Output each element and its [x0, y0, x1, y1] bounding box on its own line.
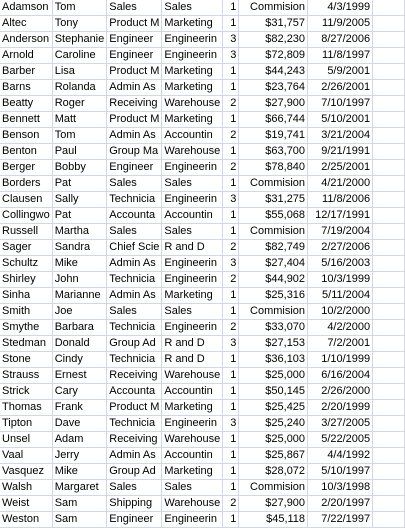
first-name-cell[interactable]: Sam: [52, 512, 107, 528]
empty-cell[interactable]: [373, 336, 405, 352]
hire-date-cell[interactable]: 7/2/2001: [308, 336, 373, 352]
table-row: [0, 96, 405, 112]
department-cell[interactable]: Marketing: [162, 288, 223, 304]
empty-cell[interactable]: [373, 496, 405, 512]
salary-cell[interactable]: $36,103: [239, 352, 308, 368]
department-cell[interactable]: Engineerin: [162, 512, 223, 528]
department-cell[interactable]: Warehouse: [162, 368, 223, 384]
grade-cell[interactable]: 1: [223, 464, 239, 480]
title-cell[interactable]: Chief Scie: [107, 240, 162, 256]
salary-cell[interactable]: $25,240: [239, 416, 308, 432]
last-name-cell[interactable]: Thomas: [0, 400, 52, 416]
first-name-cell[interactable]: Sam: [52, 496, 107, 512]
grade-cell[interactable]: 1: [223, 0, 239, 16]
department-cell[interactable]: Warehouse: [162, 496, 223, 512]
department-cell[interactable]: Sales: [162, 176, 223, 192]
hire-date-cell[interactable]: 3/21/2004: [308, 128, 373, 144]
hire-date-cell[interactable]: 10/3/1998: [308, 480, 373, 496]
table-row: [0, 336, 405, 352]
empty-cell[interactable]: [373, 0, 405, 16]
first-name-cell[interactable]: Margaret: [52, 480, 107, 496]
first-name-cell[interactable]: Pat: [52, 176, 107, 192]
title-cell[interactable]: Product M: [107, 64, 162, 80]
hire-date-cell[interactable]: 2/25/2001: [308, 160, 373, 176]
table-row: [0, 288, 405, 304]
empty-cell[interactable]: [373, 272, 405, 288]
last-name-cell[interactable]: Smith: [0, 304, 52, 320]
grade-cell[interactable]: 1: [223, 144, 239, 160]
table-row: [0, 224, 405, 240]
title-cell[interactable]: Sales: [107, 224, 162, 240]
first-name-cell[interactable]: Rolanda: [52, 80, 107, 96]
grade-cell[interactable]: 1: [223, 304, 239, 320]
title-cell[interactable]: Admin As: [107, 256, 162, 272]
hire-date-cell[interactable]: 2/26/2001: [308, 80, 373, 96]
table-row: [0, 448, 405, 464]
salary-cell[interactable]: $31,757: [239, 16, 308, 32]
first-name-cell[interactable]: Sandra: [52, 240, 107, 256]
hire-date-cell[interactable]: 7/19/2004: [308, 224, 373, 240]
first-name-cell[interactable]: Tony: [52, 16, 107, 32]
table-row: [0, 128, 405, 144]
table-row: [0, 320, 405, 336]
table-row: [0, 0, 405, 16]
table-row: [0, 144, 405, 160]
department-cell[interactable]: R and D: [162, 240, 223, 256]
empty-cell[interactable]: [373, 384, 405, 400]
salary-cell[interactable]: Commision: [239, 176, 308, 192]
department-cell[interactable]: Warehouse: [162, 432, 223, 448]
salary-cell[interactable]: $44,243: [239, 64, 308, 80]
first-name-cell[interactable]: Barbara: [52, 320, 107, 336]
empty-cell[interactable]: [373, 208, 405, 224]
empty-cell[interactable]: [373, 64, 405, 80]
salary-cell[interactable]: $50,145: [239, 384, 308, 400]
department-cell[interactable]: Sales: [162, 480, 223, 496]
empty-cell[interactable]: [373, 16, 405, 32]
hire-date-cell[interactable]: 11/8/1997: [308, 48, 373, 64]
hire-date-cell[interactable]: 4/4/1992: [308, 448, 373, 464]
table-row: [0, 304, 405, 320]
title-cell[interactable]: Accounta: [107, 208, 162, 224]
hire-date-cell[interactable]: 5/9/2001: [308, 64, 373, 80]
table-row: [0, 512, 405, 528]
department-cell[interactable]: Engineerin: [162, 272, 223, 288]
empty-cell[interactable]: [373, 192, 405, 208]
title-cell[interactable]: Engineer: [107, 512, 162, 528]
salary-cell[interactable]: $23,764: [239, 80, 308, 96]
salary-cell[interactable]: $44,902: [239, 272, 308, 288]
hire-date-cell[interactable]: 4/3/1999: [308, 0, 373, 16]
last-name-cell[interactable]: Unsel: [0, 432, 52, 448]
last-name-cell[interactable]: Vasquez: [0, 464, 52, 480]
title-cell[interactable]: Technicia: [107, 320, 162, 336]
table-row: [0, 496, 405, 512]
salary-cell[interactable]: $27,404: [239, 256, 308, 272]
grade-cell[interactable]: 3: [223, 48, 239, 64]
title-cell[interactable]: Product M: [107, 112, 162, 128]
empty-cell[interactable]: [373, 400, 405, 416]
table-row: [0, 256, 405, 272]
salary-cell[interactable]: $25,000: [239, 368, 308, 384]
empty-cell[interactable]: [373, 96, 405, 112]
department-cell[interactable]: Marketing: [162, 464, 223, 480]
department-cell[interactable]: Accountin: [162, 448, 223, 464]
first-name-cell[interactable]: Mike: [52, 256, 107, 272]
first-name-cell[interactable]: Tom: [52, 128, 107, 144]
empty-cell[interactable]: [373, 448, 405, 464]
first-name-cell[interactable]: Sally: [52, 192, 107, 208]
salary-cell[interactable]: $25,316: [239, 288, 308, 304]
table-row: [0, 400, 405, 416]
first-name-cell[interactable]: Pat: [52, 208, 107, 224]
department-cell[interactable]: Accountin: [162, 384, 223, 400]
grade-cell[interactable]: 2: [223, 496, 239, 512]
last-name-cell[interactable]: Anderson: [0, 32, 52, 48]
grade-cell[interactable]: 1: [223, 112, 239, 128]
hire-date-cell[interactable]: 8/27/2006: [308, 32, 373, 48]
first-name-cell[interactable]: Joe: [52, 304, 107, 320]
grade-cell[interactable]: 1: [223, 208, 239, 224]
salary-cell[interactable]: Commision: [239, 304, 308, 320]
grade-cell[interactable]: 3: [223, 416, 239, 432]
empty-cell[interactable]: [373, 176, 405, 192]
first-name-cell[interactable]: Paul: [52, 144, 107, 160]
empty-cell[interactable]: [373, 512, 405, 528]
table-row: [0, 80, 405, 96]
department-cell[interactable]: Engineerin: [162, 416, 223, 432]
first-name-cell[interactable]: Roger: [52, 96, 107, 112]
hire-date-cell[interactable]: 11/9/2005: [308, 16, 373, 32]
department-cell[interactable]: Engineerin: [162, 192, 223, 208]
last-name-cell[interactable]: Stedman: [0, 336, 52, 352]
table-row: [0, 112, 405, 128]
last-name-cell[interactable]: Borders: [0, 176, 52, 192]
hire-date-cell[interactable]: 2/20/1999: [308, 400, 373, 416]
department-cell[interactable]: Engineerin: [162, 256, 223, 272]
salary-cell[interactable]: $31,275: [239, 192, 308, 208]
department-cell[interactable]: Marketing: [162, 64, 223, 80]
last-name-cell[interactable]: Vaal: [0, 448, 52, 464]
title-cell[interactable]: Engineer: [107, 160, 162, 176]
empty-cell[interactable]: [373, 128, 405, 144]
first-name-cell[interactable]: Mike: [52, 464, 107, 480]
salary-cell[interactable]: $27,153: [239, 336, 308, 352]
grade-cell[interactable]: 3: [223, 32, 239, 48]
empty-cell[interactable]: [373, 160, 405, 176]
grade-cell[interactable]: 2: [223, 128, 239, 144]
first-name-cell[interactable]: Tom: [52, 0, 107, 16]
last-name-cell[interactable]: Smythe: [0, 320, 52, 336]
hire-date-cell[interactable]: 4/2/2000: [308, 320, 373, 336]
first-name-cell[interactable]: Donald: [52, 336, 107, 352]
empty-cell[interactable]: [373, 240, 405, 256]
grade-cell[interactable]: 1: [223, 352, 239, 368]
salary-cell[interactable]: $82,749: [239, 240, 308, 256]
title-cell[interactable]: Technicia: [107, 272, 162, 288]
table-row: [0, 272, 405, 288]
first-name-cell[interactable]: Dave: [52, 416, 107, 432]
department-cell[interactable]: Sales: [162, 224, 223, 240]
department-cell[interactable]: Marketing: [162, 400, 223, 416]
department-cell[interactable]: Engineerin: [162, 32, 223, 48]
title-cell[interactable]: Admin As: [107, 80, 162, 96]
salary-cell[interactable]: $25,000: [239, 432, 308, 448]
empty-cell[interactable]: [373, 48, 405, 64]
title-cell[interactable]: Receiving: [107, 96, 162, 112]
grade-cell[interactable]: 3: [223, 336, 239, 352]
hire-date-cell[interactable]: 6/16/2004: [308, 368, 373, 384]
first-name-cell[interactable]: Marianne: [52, 288, 107, 304]
title-cell[interactable]: Admin As: [107, 128, 162, 144]
last-name-cell[interactable]: Arnold: [0, 48, 52, 64]
salary-cell[interactable]: $72,809: [239, 48, 308, 64]
first-name-cell[interactable]: Lisa: [52, 64, 107, 80]
empty-cell[interactable]: [373, 224, 405, 240]
salary-cell[interactable]: Commision: [239, 224, 308, 240]
grade-cell[interactable]: 1: [223, 80, 239, 96]
department-cell[interactable]: Marketing: [162, 16, 223, 32]
title-cell[interactable]: Admin As: [107, 288, 162, 304]
hire-date-cell[interactable]: 9/21/1991: [308, 144, 373, 160]
grade-cell[interactable]: 1: [223, 224, 239, 240]
title-cell[interactable]: Product M: [107, 16, 162, 32]
first-name-cell[interactable]: Cary: [52, 384, 107, 400]
salary-cell[interactable]: $19,741: [239, 128, 308, 144]
grade-cell[interactable]: 3: [223, 192, 239, 208]
first-name-cell[interactable]: Matt: [52, 112, 107, 128]
salary-cell[interactable]: $66,744: [239, 112, 308, 128]
last-name-cell[interactable]: Strauss: [0, 368, 52, 384]
grade-cell[interactable]: 1: [223, 16, 239, 32]
hire-date-cell[interactable]: 5/10/2001: [308, 112, 373, 128]
first-name-cell[interactable]: Frank: [52, 400, 107, 416]
last-name-cell[interactable]: Barns: [0, 80, 52, 96]
title-cell[interactable]: Receiving: [107, 432, 162, 448]
grade-cell[interactable]: 2: [223, 96, 239, 112]
hire-date-cell[interactable]: 2/26/2000: [308, 384, 373, 400]
last-name-cell[interactable]: Weston: [0, 512, 52, 528]
hire-date-cell[interactable]: 1/10/1999: [308, 352, 373, 368]
title-cell[interactable]: Accounta: [107, 384, 162, 400]
salary-cell[interactable]: $25,425: [239, 400, 308, 416]
salary-cell[interactable]: $25,867: [239, 448, 308, 464]
hire-date-cell[interactable]: 11/8/2006: [308, 192, 373, 208]
first-name-cell[interactable]: Ernest: [52, 368, 107, 384]
grade-cell[interactable]: 1: [223, 288, 239, 304]
table-row: [0, 368, 405, 384]
title-cell[interactable]: Technicia: [107, 192, 162, 208]
department-cell[interactable]: Engineerin: [162, 160, 223, 176]
title-cell[interactable]: Shipping: [107, 496, 162, 512]
hire-date-cell[interactable]: 2/20/1997: [308, 496, 373, 512]
last-name-cell[interactable]: Benson: [0, 128, 52, 144]
table-row: [0, 32, 405, 48]
department-cell[interactable]: Accountin: [162, 128, 223, 144]
empty-cell[interactable]: [373, 416, 405, 432]
salary-cell[interactable]: $82,230: [239, 32, 308, 48]
department-cell[interactable]: R and D: [162, 336, 223, 352]
table-row: [0, 208, 405, 224]
department-cell[interactable]: Engineerin: [162, 320, 223, 336]
grade-cell[interactable]: 1: [223, 448, 239, 464]
hire-date-cell[interactable]: 5/22/2005: [308, 432, 373, 448]
empty-cell[interactable]: [373, 32, 405, 48]
last-name-cell[interactable]: Barber: [0, 64, 52, 80]
empty-cell[interactable]: [373, 464, 405, 480]
department-cell[interactable]: Marketing: [162, 80, 223, 96]
grade-cell[interactable]: 2: [223, 320, 239, 336]
department-cell[interactable]: Sales: [162, 0, 223, 16]
grade-cell[interactable]: 1: [223, 368, 239, 384]
title-cell[interactable]: Product M: [107, 400, 162, 416]
table-row: [0, 352, 405, 368]
last-name-cell[interactable]: Collingwo: [0, 208, 52, 224]
title-cell[interactable]: Engineer: [107, 32, 162, 48]
last-name-cell[interactable]: Bennett: [0, 112, 52, 128]
table-row: [0, 416, 405, 432]
title-cell[interactable]: Group Ma: [107, 144, 162, 160]
salary-cell[interactable]: Commision: [239, 0, 308, 16]
title-cell[interactable]: Receiving: [107, 368, 162, 384]
last-name-cell[interactable]: Walsh: [0, 480, 52, 496]
hire-date-cell[interactable]: 7/22/1997: [308, 512, 373, 528]
empty-cell[interactable]: [373, 112, 405, 128]
salary-cell[interactable]: $28,072: [239, 464, 308, 480]
last-name-cell[interactable]: Shirley: [0, 272, 52, 288]
table-row: [0, 432, 405, 448]
grade-cell[interactable]: 1: [223, 176, 239, 192]
last-name-cell[interactable]: Clausen: [0, 192, 52, 208]
department-cell[interactable]: Engineerin: [162, 48, 223, 64]
empty-cell[interactable]: [373, 304, 405, 320]
empty-cell[interactable]: [373, 368, 405, 384]
title-cell[interactable]: Sales: [107, 304, 162, 320]
first-name-cell[interactable]: Martha: [52, 224, 107, 240]
empty-cell[interactable]: [373, 432, 405, 448]
empty-cell[interactable]: [373, 144, 405, 160]
last-name-cell[interactable]: Weist: [0, 496, 52, 512]
title-cell[interactable]: Engineer: [107, 48, 162, 64]
hire-date-cell[interactable]: 10/2/2000: [308, 304, 373, 320]
department-cell[interactable]: Warehouse: [162, 144, 223, 160]
title-cell[interactable]: Sales: [107, 176, 162, 192]
last-name-cell[interactable]: Altec: [0, 16, 52, 32]
last-name-cell[interactable]: Sager: [0, 240, 52, 256]
table-row: [0, 176, 405, 192]
hire-date-cell[interactable]: 3/27/2005: [308, 416, 373, 432]
last-name-cell[interactable]: Adamson: [0, 0, 52, 16]
salary-cell[interactable]: $27,900: [239, 96, 308, 112]
hire-date-cell[interactable]: 2/27/2006: [308, 240, 373, 256]
salary-cell[interactable]: $27,900: [239, 496, 308, 512]
grade-cell[interactable]: 1: [223, 384, 239, 400]
title-cell[interactable]: Sales: [107, 480, 162, 496]
table-row: [0, 192, 405, 208]
first-name-cell[interactable]: Cindy: [52, 352, 107, 368]
last-name-cell[interactable]: Schultz: [0, 256, 52, 272]
hire-date-cell[interactable]: 12/17/1991: [308, 208, 373, 224]
title-cell[interactable]: Group Ad: [107, 464, 162, 480]
department-cell[interactable]: Accountin: [162, 208, 223, 224]
salary-cell[interactable]: Commision: [239, 480, 308, 496]
grade-cell[interactable]: 2: [223, 160, 239, 176]
empty-cell[interactable]: [373, 288, 405, 304]
first-name-cell[interactable]: Caroline: [52, 48, 107, 64]
salary-cell[interactable]: $55,068: [239, 208, 308, 224]
grade-cell[interactable]: 3: [223, 256, 239, 272]
department-cell[interactable]: Warehouse: [162, 96, 223, 112]
title-cell[interactable]: Group Ad: [107, 336, 162, 352]
hire-date-cell[interactable]: 5/10/1997: [308, 464, 373, 480]
last-name-cell[interactable]: Benton: [0, 144, 52, 160]
first-name-cell[interactable]: Jerry: [52, 448, 107, 464]
title-cell[interactable]: Technicia: [107, 352, 162, 368]
empty-cell[interactable]: [373, 320, 405, 336]
last-name-cell[interactable]: Strick: [0, 384, 52, 400]
hire-date-cell[interactable]: 7/10/1997: [308, 96, 373, 112]
table-row: [0, 240, 405, 256]
grade-cell[interactable]: 1: [223, 64, 239, 80]
department-cell[interactable]: R and D: [162, 352, 223, 368]
table-row: [0, 48, 405, 64]
salary-cell[interactable]: $63,700: [239, 144, 308, 160]
hire-date-cell[interactable]: 5/16/2003: [308, 256, 373, 272]
title-cell[interactable]: Technicia: [107, 416, 162, 432]
table-row: [0, 160, 405, 176]
last-name-cell[interactable]: Russell: [0, 224, 52, 240]
title-cell[interactable]: Admin As: [107, 448, 162, 464]
grade-cell[interactable]: 2: [223, 240, 239, 256]
empty-cell[interactable]: [373, 80, 405, 96]
table-row: [0, 16, 405, 32]
table-row: [0, 480, 405, 496]
last-name-cell[interactable]: Beatty: [0, 96, 52, 112]
hire-date-cell[interactable]: 4/21/2000: [308, 176, 373, 192]
last-name-cell[interactable]: Stone: [0, 352, 52, 368]
hire-date-cell[interactable]: 10/3/1999: [308, 272, 373, 288]
table-row: [0, 64, 405, 80]
department-cell[interactable]: Marketing: [162, 112, 223, 128]
grade-cell[interactable]: 2: [223, 272, 239, 288]
table-row: [0, 384, 405, 400]
empty-cell[interactable]: [373, 352, 405, 368]
empty-cell[interactable]: [373, 480, 405, 496]
first-name-cell[interactable]: Bobby: [52, 160, 107, 176]
last-name-cell[interactable]: Sinha: [0, 288, 52, 304]
salary-cell[interactable]: $78,840: [239, 160, 308, 176]
grade-cell[interactable]: 1: [223, 480, 239, 496]
grade-cell[interactable]: 1: [223, 432, 239, 448]
last-name-cell[interactable]: Berger: [0, 160, 52, 176]
salary-cell[interactable]: $33,070: [239, 320, 308, 336]
last-name-cell[interactable]: Tipton: [0, 416, 52, 432]
empty-cell[interactable]: [373, 256, 405, 272]
title-cell[interactable]: Sales: [107, 0, 162, 16]
first-name-cell[interactable]: John: [52, 272, 107, 288]
table-row: [0, 464, 405, 480]
hire-date-cell[interactable]: 5/11/2004: [308, 288, 373, 304]
first-name-cell[interactable]: Stephanie: [52, 32, 107, 48]
salary-cell[interactable]: $45,118: [239, 512, 308, 528]
first-name-cell[interactable]: Adam: [52, 432, 107, 448]
department-cell[interactable]: Sales: [162, 304, 223, 320]
grade-cell[interactable]: 1: [223, 512, 239, 528]
grade-cell[interactable]: 1: [223, 400, 239, 416]
